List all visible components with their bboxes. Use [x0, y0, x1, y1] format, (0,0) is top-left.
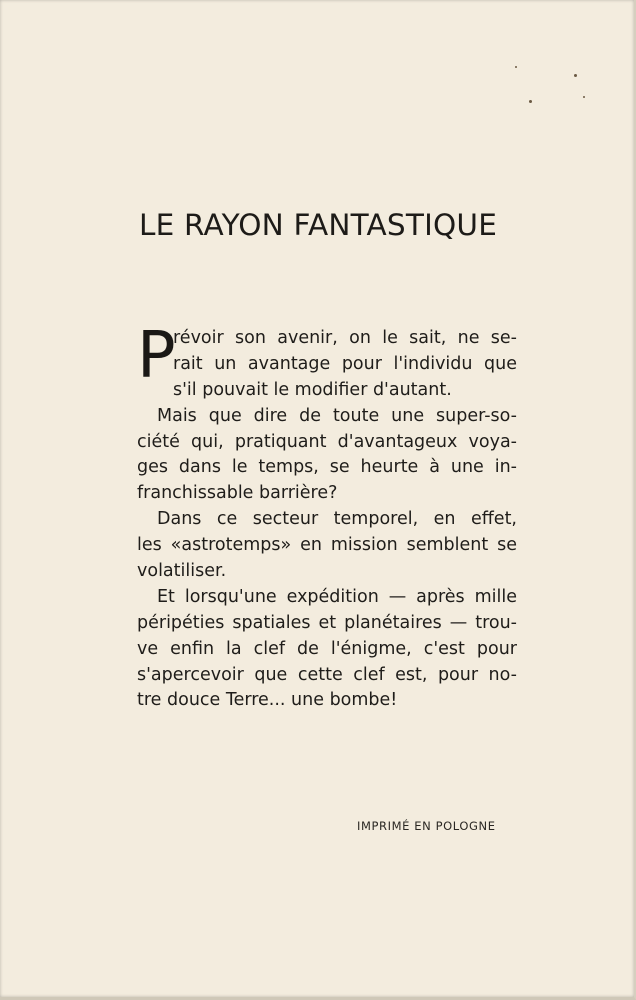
- text-line: ve enfin la clef de l'énigme, c'est pour: [137, 638, 517, 659]
- paragraph: [137, 319, 517, 404]
- text-line: ciété qui, pratiquant d'avantageux voya-: [137, 431, 517, 452]
- text-line: s'il pouvait le modifier d'autant.: [173, 379, 452, 400]
- paper-speck: [574, 74, 577, 77]
- text-line: Mais que dire de toute une super-so-: [157, 405, 517, 426]
- text-line: Dans ce secteur temporel, en effet,: [157, 509, 517, 530]
- text-line: les «astrotemps» en mission semblent se: [137, 535, 517, 556]
- text-line: Et lorsqu'une expédition — après mille: [157, 586, 517, 607]
- blurb-text: [137, 319, 517, 714]
- paper-speck: [529, 100, 532, 103]
- drop-cap: P: [137, 319, 176, 393]
- printed-in-label: IMPRIMÉ EN POLOGNE: [357, 819, 496, 833]
- paper-speck: [515, 66, 517, 68]
- text-line: révoir son avenir, on le sait, ne se-: [173, 328, 517, 348]
- paper-speck: [583, 96, 585, 98]
- text-line: rait un avantage pour l'individu que: [173, 353, 517, 374]
- text-line: ges dans le temps, se heurte à une in-: [137, 457, 517, 478]
- paragraph: [137, 585, 517, 714]
- text-line: tre douce Terre... une bombe!: [137, 690, 398, 711]
- text-line: franchissable barrière?: [137, 483, 338, 504]
- text-line: volatiliser.: [137, 561, 227, 582]
- book-title: LE RAYON FANTASTIQUE: [139, 208, 498, 242]
- paragraph: [137, 507, 517, 585]
- text-line: s'apercevoir que cette clef est, pour no-: [137, 664, 517, 685]
- paragraph: [137, 404, 517, 508]
- text-line: péripéties spatiales et planétaires — trou-: [137, 612, 517, 633]
